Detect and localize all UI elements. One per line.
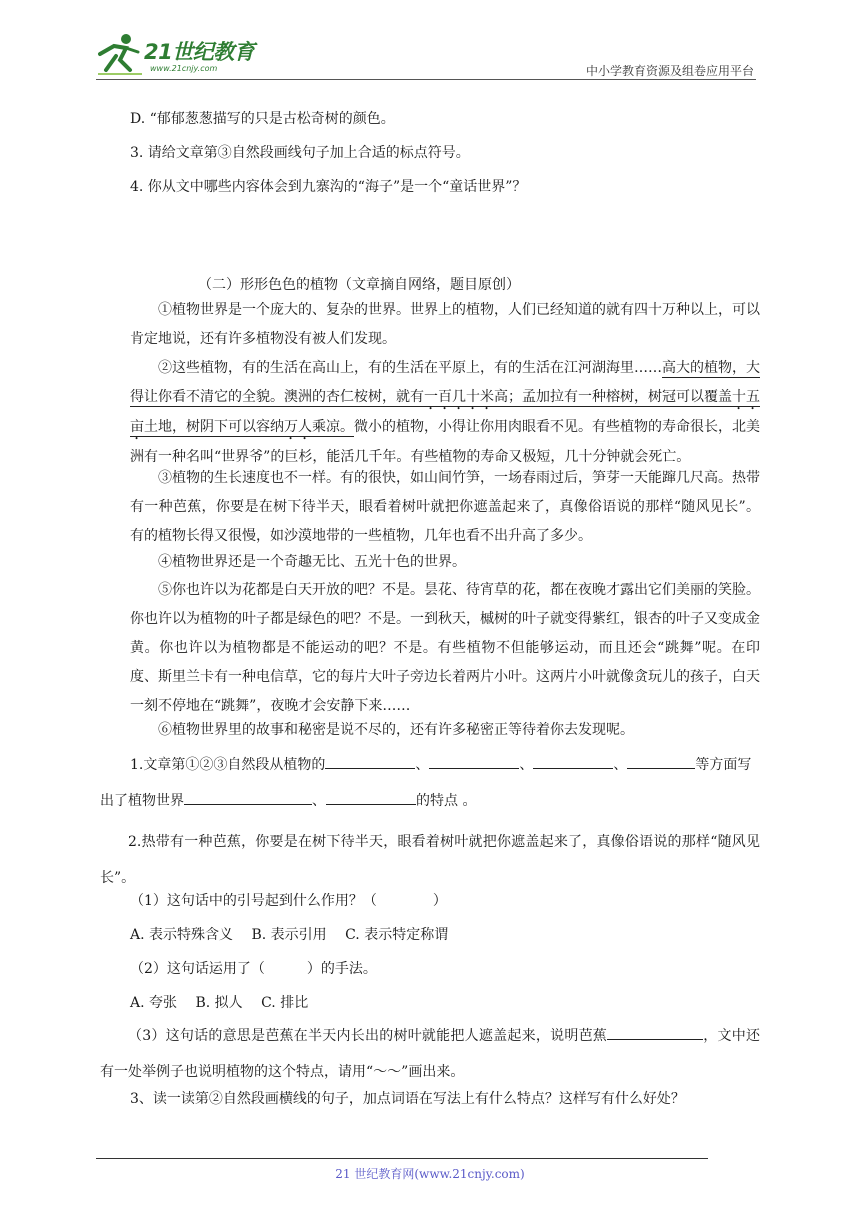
paragraph-2-intro: ②这些植物，有的生活在高山上，有的生活在平原上，有的生活在江河湖海里…… xyxy=(158,360,662,376)
q1-text-d: 的特点 。 xyxy=(416,793,477,809)
question-1-line-2 xyxy=(100,790,476,810)
page-header xyxy=(96,30,756,80)
paragraph-6: ⑥植物世界里的故事和秘密是说不尽的，还有许多秘密正等待着你去发现呢。 xyxy=(158,722,634,738)
answer-blank-4[interactable] xyxy=(627,754,695,769)
underline-part-3: 土地，树阴下可以容纳 xyxy=(144,419,284,435)
question-2: 2.热带有一种芭蕉，你要是在树下待半天，眼看着树叶就把你遮盖起来了，真像俗语说的那样“随风见长”。 xyxy=(100,834,760,886)
footer-text[interactable]: 21 世纪教育网(www.21cnjy.com) xyxy=(335,1167,525,1181)
q2-3-text-a: （3）这句话的意思是芭蕉在半天内长出的树叶就能把人遮盖起来，说明芭蕉 xyxy=(128,1028,608,1044)
q1-text-b: 等方面写 xyxy=(695,757,752,773)
q2-3-text-b: ，文中还有一处举例子也说明植物的这个特点，请用“～～”画出来。 xyxy=(100,1028,761,1080)
header-divider xyxy=(96,79,756,80)
question-2-2-options: A. 夸张 B. 拟人 C. 排比 xyxy=(130,995,309,1011)
question-2-1: （1）这句话中的引号起到什么作用？（ ） xyxy=(130,893,447,909)
answer-blank-3[interactable] xyxy=(533,754,613,769)
question-3-article: 3、读一读第②自然段画横线的句子，加点词语在写法上有什么特点？这样写有什么好处？ xyxy=(130,1091,685,1107)
question-3: 3. 请给文章第③自然段画线句子加上合适的标点符号。 xyxy=(130,145,470,161)
paragraph-5: ⑤你也许以为花都是白天开放的吧？不是。昙花、待宵草的花，都在夜晚才露出它们美丽的笑脸。你也许以为植物的叶子都是绿色的吧？不是。一到秋天，槭树的叶子就变得紫红，银杏的叶子又变成金黄。你也许以为植物都是不能运动的吧？不是。有些植物不但能够运动，而且还会“跳舞”呢。在印度、斯里兰卡有一种电信草，它的每片大叶子旁边长着两片小叶。这两片小叶就像贪玩儿的孩子，白天一刻不停地在“跳舞”，夜晚才会安静下来…… xyxy=(130,582,760,714)
article-title: （二）形形色色的植物（文章摘自网络，题目原创） xyxy=(198,277,520,293)
q1-text-a: 1.文章第①②③自然段从植物的 xyxy=(130,757,326,773)
underline-part-1: 高大的植物，大得让你看不清它的全貌。澳洲的杏仁桉树，就有 xyxy=(130,360,760,405)
site-logo[interactable] xyxy=(96,30,266,78)
dotted-word-2: 十五亩 xyxy=(130,389,760,435)
paragraph-4: ④植物世界还是一个奇趣无比、五光十色的世界。 xyxy=(158,554,466,570)
underline-part-4: 乘凉。 xyxy=(312,419,354,435)
question-2-1-options: A. 表示特殊含义 B. 表示引用 C. 表示特定称谓 xyxy=(130,927,449,943)
answer-blank-6[interactable] xyxy=(326,790,416,805)
question-2-2: （2）这句话运用了（ ）的手法。 xyxy=(130,961,377,977)
paragraph-3: ③植物的生长速度也不一样。有的很快，如山间竹笋，一场春雨过后，笋芽一天能蹿几尺高。热带有一种芭蕉，你要是在树下待半天，眼看着树叶就把你遮盖起来了，真像俗语说的那样“随风见长”。有的植物长得又很慢，如沙漠地带的一些植物，几年也看不出升高了多少。 xyxy=(130,470,760,544)
option-d: D. “郁郁葱葱描写的只是古松奇树的颜色。 xyxy=(130,111,395,127)
separator: 、 xyxy=(312,793,326,809)
separator: 、 xyxy=(519,757,534,773)
dotted-word-3: 万人 xyxy=(284,419,312,435)
question-2-3 xyxy=(100,1018,760,1090)
logo-text: 21世纪教育 xyxy=(144,40,255,64)
separator: 、 xyxy=(613,757,628,773)
answer-blank-1[interactable] xyxy=(325,754,415,769)
question-1-line-1 xyxy=(130,754,751,774)
paragraph-1: ①植物世界是一个庞大的、复杂的世界。世界上的植物，人们已经知道的就有四十万种以上，可以肯定地说，还有许多植物没有被人们发现。 xyxy=(130,302,760,347)
answer-blank-7[interactable] xyxy=(607,1025,703,1040)
question-4: 4. 你从文中哪些内容体会到九寨沟的“海子”是一个“童话世界”？ xyxy=(130,179,527,195)
runner-logo-icon xyxy=(96,30,146,78)
dotted-word-1: 一百几十米 xyxy=(424,389,494,405)
footer-divider xyxy=(96,1158,708,1159)
answer-blank-2[interactable] xyxy=(429,754,519,769)
q1-text-c: 出了植物世界 xyxy=(100,793,184,809)
answer-blank-5[interactable] xyxy=(184,790,312,805)
separator: 、 xyxy=(415,757,430,773)
paragraph-2 xyxy=(130,354,760,472)
logo-url: www.21cnjy.com xyxy=(150,64,218,73)
underline-part-2: 高；孟加拉有一种榕树，树冠可以覆盖 xyxy=(494,389,732,405)
platform-label: 中小学教育资源及组卷应用平台 xyxy=(585,64,754,78)
paragraph-2-rest: 微小的植物，小得让你用肉眼看不见。有些植物的寿命很长，北美洲有一种名叫“世界爷”的巨杉，能活几千年。有些植物的寿命又极短，几十分钟就会死亡。 xyxy=(130,419,760,465)
